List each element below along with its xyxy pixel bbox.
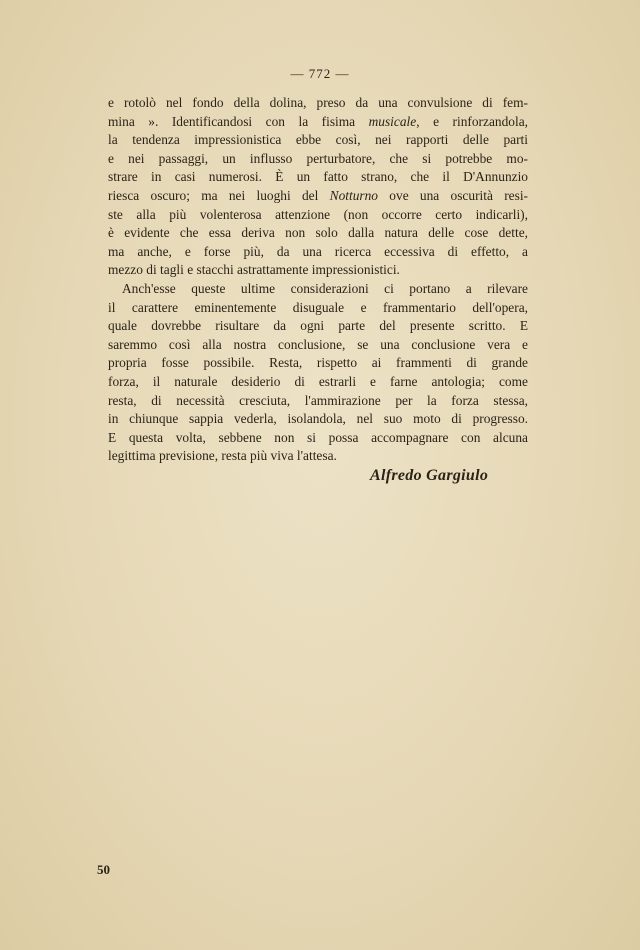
- text-line: ma anche, e forse più, da una ricerca eccessiva di effetto, a: [108, 243, 528, 259]
- text-line: in chiunque sappia vederla, isolandola, nel suo moto di progresso.: [108, 411, 528, 427]
- text-line: forza, il naturale desiderio di estrarli e farne antologia; come: [108, 373, 528, 389]
- page-number: — 772 —: [290, 66, 350, 81]
- text-line: legittima previsione, resta più viva l'attesa.: [108, 448, 337, 464]
- text-line: mezzo di tagli e stacchi astrattamente impressionistici.: [108, 262, 400, 278]
- text-fragment: , e rinforzandola,: [416, 113, 528, 129]
- text-line: quale dovrebbe risultare da ogni parte del presente scritto. E: [108, 318, 528, 334]
- text-line: strare in casi numerosi. È un fatto strano, che il D'Annunzio: [108, 169, 528, 185]
- text-line: [108, 113, 528, 132]
- text-line: il carattere eminentemente disuguale e frammentario dell'opera,: [108, 299, 528, 315]
- text-fragment: riesca oscuro; ma nei luoghi del: [108, 187, 330, 203]
- text-line: E questa volta, sebbene non si possa accompagnare con alcuna: [108, 429, 528, 445]
- printer-signature-mark: 50: [97, 862, 110, 877]
- text-line: è evidente che essa deriva non solo dalla natura delle cose dette,: [108, 225, 528, 241]
- emphasized-word: Notturno: [329, 187, 379, 203]
- text-line: propria fosse possibile. Resta, rispetto ai frammenti di grande: [108, 355, 528, 371]
- text-line: la tendenza impressionistica ebbe così, nei rapporti delle parti: [108, 132, 528, 148]
- text-line: [108, 187, 528, 206]
- text-line: e rotolò nel fondo della dolina, preso da una convulsione di fem-: [108, 95, 528, 110]
- author-signature: Alfredo Gargiulo: [370, 467, 489, 484]
- text-line: e nei passaggi, un influsso perturbatore, che si potrebbe mo-: [108, 150, 528, 166]
- text-line: saremmo così alla nostra conclusione, se una conclusione vera e: [108, 336, 528, 352]
- body-text: [108, 94, 528, 466]
- text-line: ste alla più volenterosa attenzione (non occorre certo indicarli),: [108, 206, 528, 222]
- text-line: Anch'esse queste ultime considerazioni ci portano a rilevare: [122, 280, 528, 296]
- text-fragment: ove una oscurità resi-: [378, 187, 528, 203]
- text-line: resta, di necessità cresciuta, l'ammirazione per la forza stessa,: [108, 392, 528, 408]
- text-fragment: mina ». Identificandosi con la fisima: [108, 113, 369, 129]
- emphasized-word: musicale: [368, 113, 417, 129]
